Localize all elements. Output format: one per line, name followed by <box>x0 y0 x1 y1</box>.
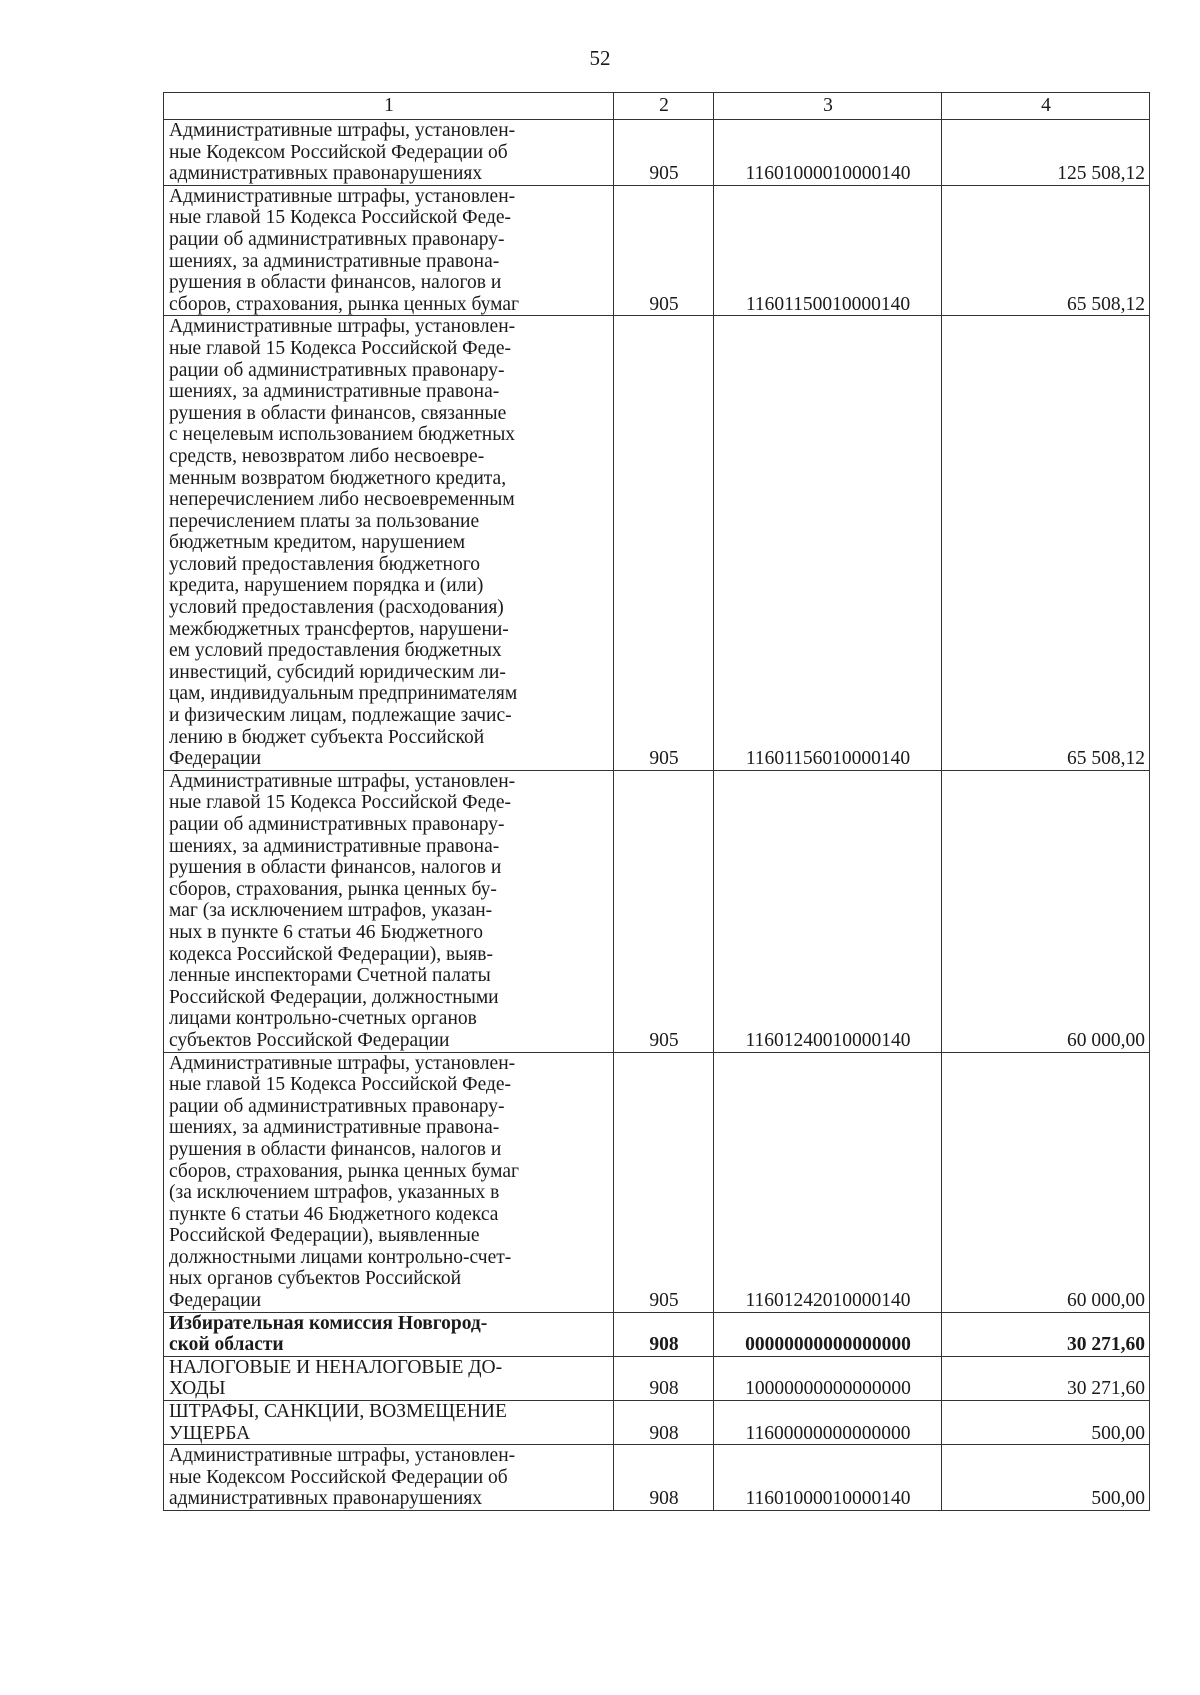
revenue-name-line: неперечислением либо несвоевременным <box>169 489 515 511</box>
revenue-name-line: межбюджетных трансфертов, нарушени- <box>169 618 509 640</box>
revenue-name-line: шениях, за административные правона- <box>169 1117 500 1139</box>
budget-code-cell: 11601240010000140 <box>714 770 942 1052</box>
revenue-name-line: шениях, за административные правона- <box>169 835 500 857</box>
revenue-name-cell <box>164 1052 614 1312</box>
revenue-name-line: сборов, страхования, рынка ценных бумаг <box>169 1160 520 1182</box>
table-body <box>164 120 1150 1511</box>
revenue-name-line: менным возвратом бюджетного кредита, <box>169 467 507 489</box>
admin-code-cell: 908 <box>614 1356 714 1400</box>
revenue-name-cell <box>164 1445 614 1511</box>
revenue-name-line: субъектов Российской Федерации <box>169 1029 450 1051</box>
revenue-name-line: ем условий предоставления бюджетных <box>169 640 502 662</box>
revenue-name-line: ные главой 15 Кодекса Российской Феде- <box>169 337 512 359</box>
revenue-name-line: Федерации <box>169 748 262 770</box>
revenue-name-cell <box>164 185 614 316</box>
budget-code-cell: 11600000000000000 <box>714 1401 942 1445</box>
revenue-name-cell <box>164 1312 614 1356</box>
revenue-name-line: рации об административных правонару- <box>169 228 505 250</box>
revenue-name-line: Административные штрафы, установлен- <box>169 316 516 338</box>
amount-cell: 60 000,00 <box>942 770 1150 1052</box>
revenue-name-line: лению в бюджет субъекта Российской <box>169 726 485 748</box>
revenue-name-line: ШТРАФЫ, САНКЦИИ, ВОЗМЕЩЕНИЕ <box>169 1401 507 1423</box>
amount-cell: 500,00 <box>942 1445 1150 1511</box>
budget-code-cell: 11601242010000140 <box>714 1052 942 1312</box>
revenue-name-line: ской области <box>169 1334 284 1356</box>
revenue-name-line: Российской Федерации), выявленные <box>169 1225 480 1247</box>
revenue-name-line: рушения в области финансов, налогов и <box>169 272 502 294</box>
table-row <box>164 1401 1150 1445</box>
amount-cell: 65 508,12 <box>942 185 1150 316</box>
revenue-name-line: Административные штрафы, установлен- <box>169 1052 516 1074</box>
revenue-name-line: ных в пункте 6 статьи 46 Бюджетного <box>169 921 483 943</box>
revenue-name-line: цам, индивидуальным предпринимателям <box>169 683 518 705</box>
admin-code-cell: 905 <box>614 770 714 1052</box>
revenue-name-line: ные главой 15 Кодекса Российской Феде- <box>169 207 512 229</box>
table-row <box>164 1445 1150 1511</box>
amount-cell: 500,00 <box>942 1401 1150 1445</box>
table-row <box>164 120 1150 186</box>
amount-cell: 60 000,00 <box>942 1052 1150 1312</box>
revenue-name-cell <box>164 1401 614 1445</box>
revenue-name-line: административных правонарушениях <box>169 1488 483 1510</box>
admin-code-cell: 905 <box>614 120 714 186</box>
revenue-name-line: Федерации <box>169 1290 262 1312</box>
revenue-name-line: Административные штрафы, установлен- <box>169 1445 516 1467</box>
revenue-name-line: УЩЕРБА <box>169 1422 251 1444</box>
revenue-name-line: перечислением платы за пользование <box>169 510 480 532</box>
budget-code-cell: 00000000000000000 <box>714 1312 942 1356</box>
revenue-name-line: Административные штрафы, установлен- <box>169 120 516 141</box>
revenue-name-line: Избирательная комиссия Новгород- <box>169 1312 488 1334</box>
header-col-1: 1 <box>164 93 614 120</box>
table-row <box>164 1052 1150 1312</box>
revenue-name-line: Административные штрафы, установлен- <box>169 185 516 207</box>
budget-code-cell: 10000000000000000 <box>714 1356 942 1400</box>
revenue-name-line: рации об административных правонару- <box>169 1095 505 1117</box>
budget-code-cell: 11601156010000140 <box>714 316 942 770</box>
revenue-name-line: рушения в области финансов, налогов и <box>169 1138 502 1160</box>
revenue-name-line: рации об административных правонару- <box>169 359 505 381</box>
revenue-name-cell <box>164 770 614 1052</box>
header-col-2: 2 <box>614 93 714 120</box>
admin-code-cell: 905 <box>614 316 714 770</box>
revenue-name-line: Российской Федерации, должностными <box>169 986 499 1008</box>
revenue-name-line: шениях, за административные правона- <box>169 381 500 403</box>
revenue-name-line: рушения в области финансов, связанные <box>169 402 507 424</box>
header-col-4: 4 <box>942 93 1150 120</box>
budget-revenue-table <box>163 92 1150 1511</box>
table-row <box>164 316 1150 770</box>
revenue-name-cell <box>164 1356 614 1400</box>
revenue-name-line: сборов, страхования, рынка ценных бу- <box>169 878 497 900</box>
table-row <box>164 770 1150 1052</box>
revenue-name-line: ных органов субъектов Российской <box>169 1268 462 1290</box>
table-row <box>164 1312 1150 1356</box>
admin-code-cell: 905 <box>614 1052 714 1312</box>
table-row <box>164 1356 1150 1400</box>
revenue-name-cell <box>164 316 614 770</box>
admin-code-cell: 905 <box>614 185 714 316</box>
revenue-name-line: и физическим лицам, подлежащие зачис- <box>169 705 512 727</box>
revenue-name-line: НАЛОГОВЫЕ И НЕНАЛОГОВЫЕ ДО- <box>169 1356 503 1378</box>
budget-code-cell: 11601000010000140 <box>714 120 942 186</box>
amount-cell: 30 271,60 <box>942 1312 1150 1356</box>
admin-code-cell: 908 <box>614 1401 714 1445</box>
admin-code-cell: 908 <box>614 1312 714 1356</box>
amount-cell: 30 271,60 <box>942 1356 1150 1400</box>
revenue-name-line: ХОДЫ <box>169 1378 226 1400</box>
revenue-name-line: бюджетным кредитом, нарушением <box>169 532 466 554</box>
revenue-name-line: должностными лицами контрольно-счет- <box>169 1246 512 1268</box>
revenue-name-line: условий предоставления (расходования) <box>169 597 504 619</box>
revenue-name-line: условий предоставления бюджетного <box>169 553 480 575</box>
revenue-name-line: кредита, нарушением порядка и (или) <box>169 575 484 597</box>
page-number: 52 <box>589 46 611 70</box>
table-row <box>164 185 1150 316</box>
revenue-name-line: (за исключением штрафов, указанных в <box>169 1182 500 1204</box>
revenue-name-line: административных правонарушениях <box>169 163 483 185</box>
revenue-name-line: Административные штрафы, установлен- <box>169 770 516 792</box>
header-col-3: 3 <box>714 93 942 120</box>
amount-cell: 65 508,12 <box>942 316 1150 770</box>
revenue-name-line: средств, невозвратом либо несвоевре- <box>169 445 485 467</box>
revenue-name-line: рации об административных правонару- <box>169 814 505 835</box>
budget-code-cell: 11601150010000140 <box>714 185 942 316</box>
revenue-name-line: шениях, за административные правона- <box>169 250 500 272</box>
revenue-name-line: ные Кодексом Российской Федерации об <box>169 1466 508 1488</box>
revenue-name-line: инвестиций, субсидий юридическим ли- <box>169 661 506 683</box>
revenue-name-line: кодекса Российской Федерации), выяв- <box>169 943 493 965</box>
revenue-name-line: ленные инспекторами Счетной палаты <box>169 965 491 987</box>
revenue-name-line: ные главой 15 Кодекса Российской Феде- <box>169 792 512 814</box>
revenue-name-line: ные Кодексом Российской Федерации об <box>169 141 508 163</box>
admin-code-cell: 908 <box>614 1445 714 1511</box>
revenue-name-line: маг (за исключением штрафов, указан- <box>169 900 493 922</box>
revenue-name-cell <box>164 120 614 186</box>
revenue-name-line: ные главой 15 Кодекса Российской Феде- <box>169 1074 512 1096</box>
budget-code-cell: 11601000010000140 <box>714 1445 942 1511</box>
amount-cell: 125 508,12 <box>942 120 1150 186</box>
revenue-name-line: сборов, страхования, рынка ценных бумаг <box>169 293 520 315</box>
revenue-name-line: с нецелевым использованием бюджетных <box>169 424 516 446</box>
table-header-row <box>164 93 1150 120</box>
revenue-name-line: пункте 6 статьи 46 Бюджетного кодекса <box>169 1203 499 1225</box>
revenue-name-line: лицами контрольно-счетных органов <box>169 1008 477 1030</box>
revenue-name-line: рушения в области финансов, налогов и <box>169 857 502 879</box>
